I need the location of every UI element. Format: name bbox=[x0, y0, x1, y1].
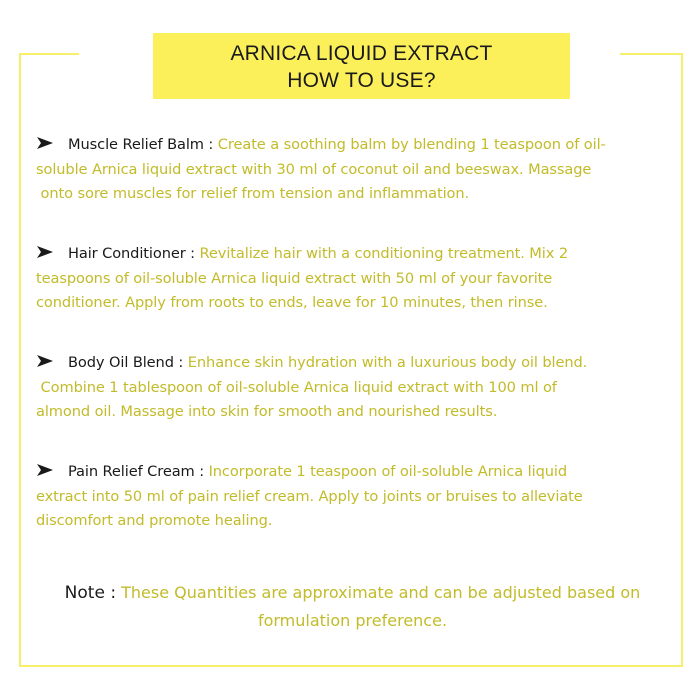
note-text: These Quantities are approximate and can be adjusted based on bbox=[121, 583, 641, 602]
usage-item-line-3: onto sore muscles for relief from tension and inflammation. bbox=[36, 185, 470, 202]
usage-item-text: Enhance skin hydration with a luxurious body oil blend. bbox=[187, 354, 588, 371]
usage-item-heading: Body Oil Blend : bbox=[68, 354, 184, 371]
arrowhead-bullet-icon bbox=[36, 134, 54, 152]
usage-item-line-1 bbox=[36, 133, 681, 158]
usage-item-line-1 bbox=[36, 242, 681, 267]
frame-top-left-segment bbox=[19, 53, 79, 55]
usage-item-text: Incorporate 1 teaspoon of oil-soluble Arnica liquid bbox=[208, 463, 567, 480]
frame-top-right-segment bbox=[620, 53, 683, 55]
note bbox=[30, 579, 675, 634]
note-line-2: formulation preference. bbox=[257, 611, 448, 630]
usage-item-body-oil-blend bbox=[36, 351, 681, 425]
title-line-1: ARNICA LIQUID EXTRACT bbox=[230, 42, 493, 65]
note-line-1 bbox=[30, 579, 675, 607]
usage-item-line-2: teaspoons of oil-soluble Arnica liquid extract with 50 ml of your favorite bbox=[36, 269, 553, 287]
usage-item-line-2: extract into 50 ml of pain relief cream. Apply to joints or bruises to alleviate bbox=[36, 487, 583, 505]
arrowhead-bullet-icon bbox=[36, 243, 54, 261]
usage-item-line-1 bbox=[36, 351, 681, 376]
usage-item-text: Create a soothing balm by blending 1 teaspoon of oil- bbox=[217, 136, 606, 153]
title-line-2: HOW TO USE? bbox=[287, 69, 436, 92]
usage-item-muscle-relief-balm bbox=[36, 133, 681, 207]
arrowhead-bullet-icon bbox=[36, 461, 54, 479]
usage-item-line-2: soluble Arnica liquid extract with 30 ml of coconut oil and beeswax. Massage bbox=[36, 160, 592, 178]
usage-item-heading: Hair Conditioner : bbox=[68, 245, 195, 262]
note-label: Note : bbox=[64, 583, 117, 603]
usage-item-heading: Muscle Relief Balm : bbox=[68, 136, 214, 153]
title-banner bbox=[153, 33, 570, 99]
usage-item-hair-conditioner bbox=[36, 242, 681, 316]
usage-item-line-3: discomfort and promote healing. bbox=[36, 512, 273, 529]
usage-item-line-1 bbox=[36, 460, 681, 485]
usage-item-line-3: almond oil. Massage into skin for smooth and nourished results. bbox=[36, 403, 498, 420]
arrowhead-bullet-icon bbox=[36, 352, 54, 370]
usage-item-text: Revitalize hair with a conditioning treatment. Mix 2 bbox=[199, 245, 568, 262]
usage-item-line-3: conditioner. Apply from roots to ends, leave for 10 minutes, then rinse. bbox=[36, 294, 548, 311]
usage-item-pain-relief-cream bbox=[36, 460, 681, 534]
usage-item-line-2: Combine 1 tablespoon of oil-soluble Arnica liquid extract with 100 ml of bbox=[36, 378, 557, 396]
usage-item-heading: Pain Relief Cream : bbox=[68, 463, 205, 480]
